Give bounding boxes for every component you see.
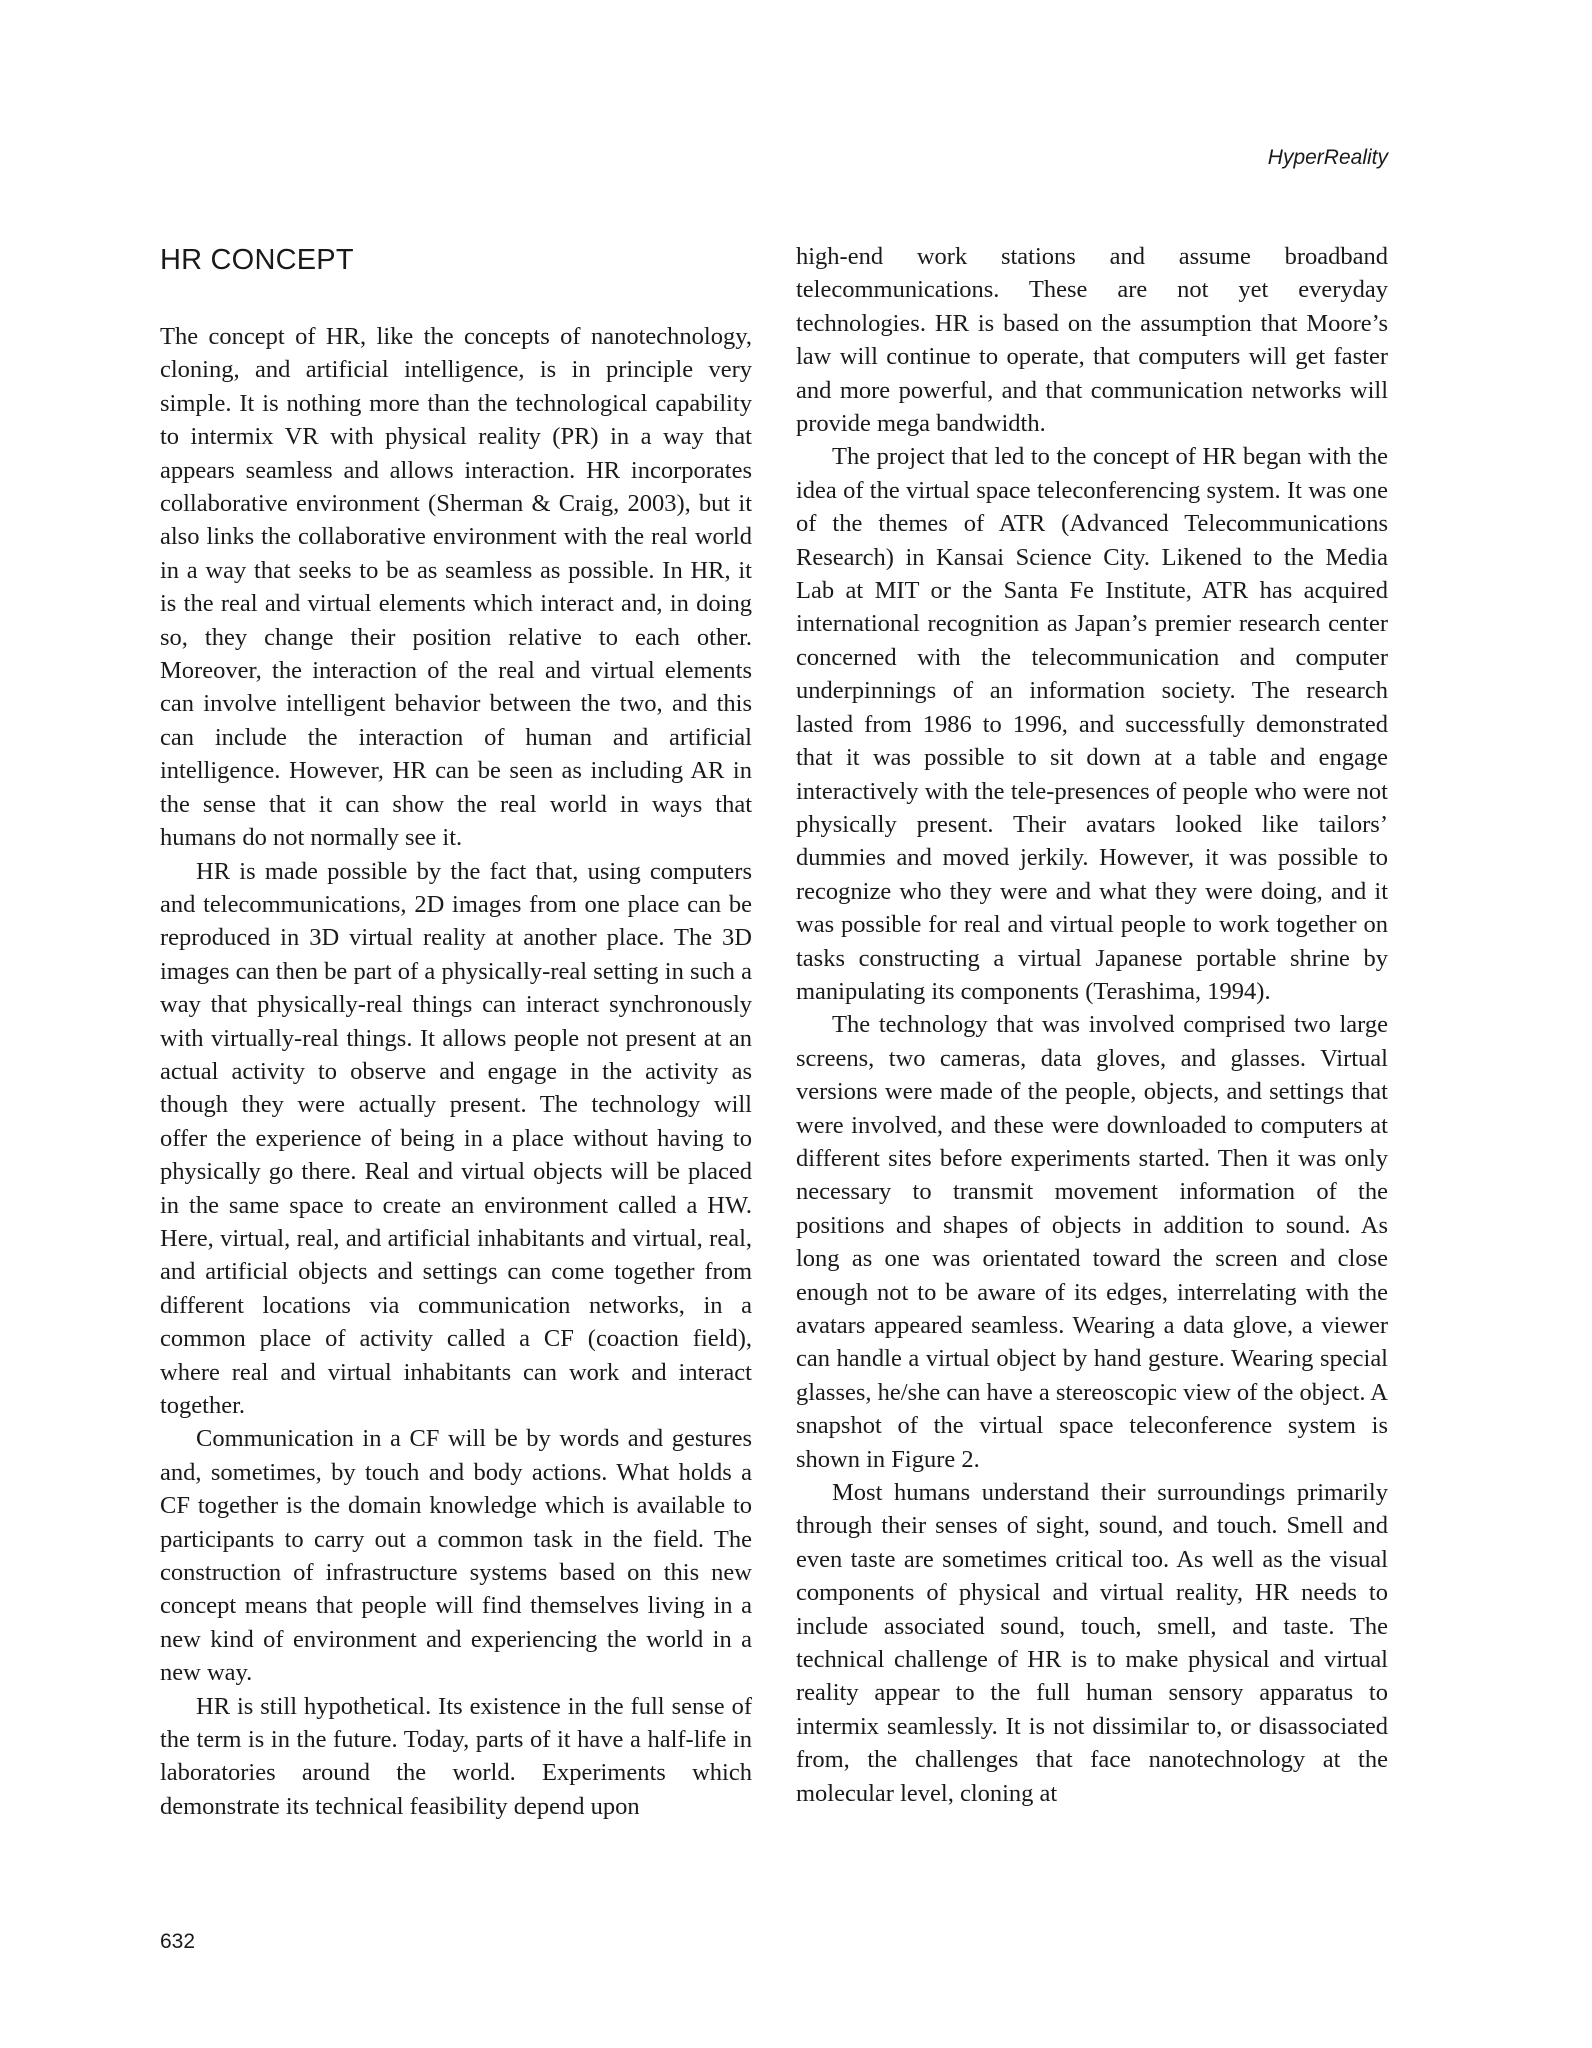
section-title: HR CONCEPT <box>160 244 354 276</box>
paragraph: The project that led to the concept of HR began with the idea of the virtual space teleconferencing system. It was one of the themes of ATR (Advanced Telecommunications Research) in Kansai Science City. Likened to the Media Lab at MIT or the Santa Fe Institute, ATR has acquired international recognition as Japan’s premier research center concerned with the telecommunication and computer underpinnings of an information society. The research lasted from 1986 to 1996, and successfully demonstrated that it was possible to sit down at a table and engage interactively with the tele-presences of people who were not physically present. Their avatars looked like tailors’ dummies and moved jerkily. However, it was possible to recognize who they were and what they were doing, and it was possible for real and virtual people to work together on tasks constructing a virtual Japanese portable shrine by manipulating its components (Terashima, 1994). <box>796 443 1388 1005</box>
right-column <box>796 240 1388 1810</box>
paragraph: HR is made possible by the fact that, using computers and telecommunications, 2D images from one place can be reproduced in 3D virtual reality at another place. The 3D images can then be part of a physically-real setting in such a way that physically-real things can interact synchronously with virtually-real things. It allows people not present at an actual activity to observe and engage in the activity as though they were actually present. The technology will offer the experience of being in a place without having to physically go there. Real and virtual objects will be placed in the same space to create an environment called a HW. Here, virtual, real, and artificial inhabitants and virtual, real, and artificial objects and settings can come together from different locations via communication networks, in a common place of activity called a CF (coaction field), where real and virtual inhabitants can work and interact together. <box>160 857 752 1419</box>
paragraph: high-end work stations and assume broadband telecommunications. These are not yet everyday technologies. HR is based on the assumption that Moore’s law will continue to operate, that computers will get faster and more powerful, and that communication networks will provide mega bandwidth. <box>796 243 1388 438</box>
running-head: HyperReality <box>1267 146 1388 169</box>
paragraph: Most humans understand their surroundings primarily through their senses of sight, sound, and touch. Smell and even taste are sometimes critical too. As well as the visual components of physical and virtual reality, HR needs to include associated sound, touch, smell, and taste. The technical challenge of HR is to make physical and virtual reality appear to the full human sensory apparatus to intermix seamlessly. It is not dissimilar to, or disassociated from, the challenges that face nanotechnology at the molecular level, cloning at <box>796 1479 1388 1807</box>
paragraph: The technology that was involved comprised two large screens, two cameras, data gloves, and glasses. Virtual versions were made of the people, objects, and settings that were involved, and these were downloaded to computers at different sites before experiments started. Then it was only necessary to transmit movement information of the positions and shapes of objects in addition to sound. As long as one was orientated toward the screen and close enough not to be aware of its edges, interrelating with the avatars appeared seamless. Wearing a data glove, a viewer can handle a virtual object by hand gesture. Wearing special glasses, he/she can have a stereoscopic view of the object. A snapshot of the virtual space teleconference system is shown in Figure 2. <box>796 1011 1388 1473</box>
left-column <box>160 240 752 1823</box>
paragraph: The concept of HR, like the concepts of nanotechnology, cloning, and artificial intelligence, is in principle very simple. It is nothing more than the technological capability to intermix VR with physical reality (PR) in a way that appears seamless and allows interaction. HR incorporates collaborative environment (Sherman & Craig, 2003), but it also links the collaborative environment with the real world in a way that seeks to be as seamless as possible. In HR, it is the real and virtual elements which interact and, in doing so, they change their position relative to each other. Moreover, the interaction of the real and virtual elements can involve intelligent behavior between the two, and this can include the interaction of human and artificial intelligence. However, HR can be seen as including AR in the sense that it can show the real world in ways that humans do not normally see it. <box>160 323 752 852</box>
paragraph: Communication in a CF will be by words and gestures and, sometimes, by touch and body actions. What holds a CF together is the domain knowledge which is available to participants to carry out a common task in the field. The construction of infrastructure systems based on this new concept means that people will find themselves living in a new kind of environment and experiencing the world in a new way. <box>160 1425 752 1687</box>
page-number: 632 <box>160 1930 196 1953</box>
paragraph: HR is still hypothetical. Its existence in the full sense of the term is in the future. Today, parts of it have a half-life in laboratories around the world. Experiments which demonstrate its technical feasibility depend upon <box>160 1692 752 1820</box>
